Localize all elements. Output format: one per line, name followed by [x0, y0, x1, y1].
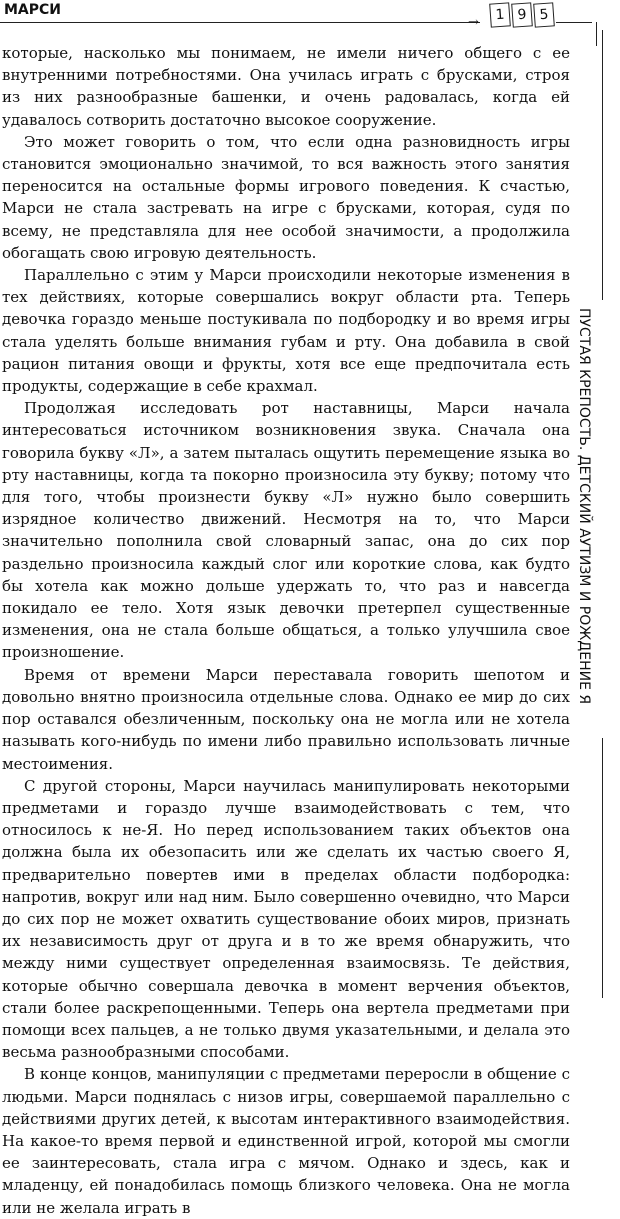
- page-digit: 1: [489, 2, 511, 27]
- arrow-icon: →: [468, 15, 479, 30]
- paragraph: С другой стороны, Марси научилась манипулировать некоторыми предметами и гораздо лучше взаимодействовать с тем, что относилось к не-Я. Но перед использованием таких объектов она должна была их обезопасить или же сделать их частью своего Я, предварительно повертев ими в пределах области подбородка: напротив, вокруг или над ним. Было совершенно очевидно, что Марси до сих пор не может охватить существование обоих миров, признать их независимость друг от друга и в то же время обнаружить, что между ними существует определенная взаимосвязь. Те действия, которые обычно совершала девочка в момент верчения объектов, стали более раскрепощенными. Теперь она вертела предметами при помощи всех пальцев, а не только двумя указательными, и делала это весьма разнообразными способами.: [2, 776, 570, 1062]
- paragraph: Параллельно с этим у Марси происходили некоторые изменения в тех действиях, которые совершались вокруг области рта. Теперь девочка гораздо меньше постукивала по подбородку и во время игры стала уделять больше внимания губам и рту. Она добавила в свой рацион питания овощи и фрукты, хотя все еще предпочитала есть продукты, содержащие в себе крахмал.: [2, 266, 570, 396]
- side-rule-bottom: [602, 738, 603, 998]
- body-text: [2, 42, 570, 1219]
- side-running-title: [576, 308, 614, 746]
- running-title: МАРСИ: [4, 2, 62, 18]
- page-digit: 9: [511, 2, 533, 27]
- paragraph: Это может говорить о том, что если одна разновидность игры становится эмоционально значимой, то вся важность этого занятия переносится на остальные формы игрового поведения. К счастью, Марси не стала застревать на игре с брусками, которая, судя по всему, не представляла для нее особой значимости, а продолжила обогащать свою игровую деятельность.: [2, 132, 570, 262]
- paragraph: В конце концов, манипуляции с предметами переросли в общение с людьми. Марси поднялась с низов игры, совершаемой параллельно с действиями других детей, к высотам интерактивного взаимодействия. На какое-то время первой и единственной игрой, которой мы смогли ее заинтересовать, стала игра с мячом. Однако и здесь, как и младенцу, ей понадобилась помощь близкого человека. Она не могла или не желала играть в: [2, 1065, 570, 1217]
- page-digit: 5: [533, 2, 555, 27]
- page-number: [490, 3, 556, 27]
- paragraph: Продолжая исследовать рот наставницы, Марси начала интересоваться источником возникновения звука. Сначала она говорила букву «Л», а затем пыталась ощутить перемещение языка во рту наставницы, когда та покорно произносила эту букву; потому что для того, чтобы произнести букву «Л» нужно было совершить изрядное количество движений. Несмотря на то, что Марси значительно пополнила свой словарный запас, она до сих пор раздельно произносила каждый слог или короткие слова, как будто бы хотела как можно дольше удержать то, что раз и навсегда покидало ее тело. Хотя язык девочки претерпел существенные изменения, она не стала больше общаться, а только улучшила свое произношение.: [2, 399, 570, 662]
- corner-rule: [596, 22, 597, 46]
- book-title: ПУСТАЯ КРЕПОСТЬ. ДЕТСКИЙ АУТИЗМ И РОЖДЕНИЕ Я: [576, 308, 592, 705]
- header-rule: [0, 22, 480, 23]
- paragraph: которые, насколько мы понимаем, не имели ничего общего с ее внутренними потребностями. Она училась играть с брусками, строя из них разнообразные башенки, и очень радовалась, когда ей удавалось сотворить достаточно высокое сооружение.: [2, 44, 570, 129]
- header-rule-right: [556, 22, 592, 23]
- paragraph: Время от времени Марси переставала говорить шепотом и довольно внятно произносила отдельные слова. Однако ее мир до сих пор оставался обезличенным, поскольку она не могла или не хотела называть кого-нибудь по имени либо правильно использовать личные местоимения.: [2, 665, 570, 773]
- side-rule-top: [602, 30, 603, 300]
